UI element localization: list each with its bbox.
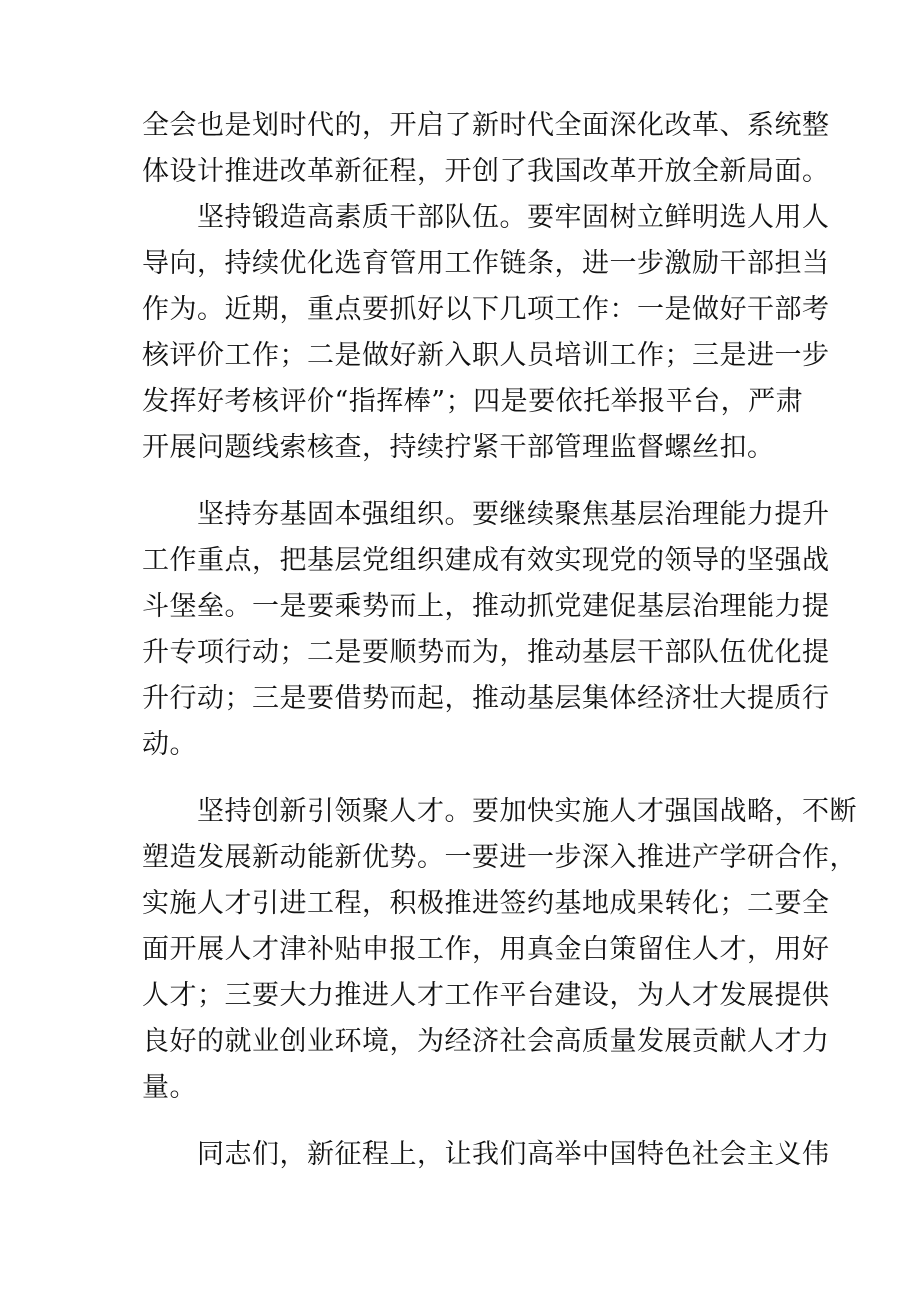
- paragraph-gap: [142, 1111, 782, 1132]
- paragraph: [142, 1132, 830, 1178]
- text-line: 工作重点，把基层党组织建成有效实现党的领导的坚强战: [142, 545, 830, 576]
- text-line: 全会也是划时代的，开启了新时代全面深化改革、系统整: [142, 110, 830, 141]
- paragraph: [142, 195, 830, 471]
- text-line: 塑造发展新动能新优势。一要进一步深入推进产学研合作，: [142, 842, 857, 873]
- text-line: 坚持夯基固本强组织。要继续聚焦基层治理能力提升: [142, 499, 830, 530]
- text-line: 开展问题线索核查，持续拧紧干部管理监督螺丝扣。: [142, 432, 775, 463]
- text-line: 升行动；三是要借势而起，推动基层集体经济壮大提质行: [142, 683, 830, 714]
- text-line: 坚持创新引领聚人才。要加快实施人才强国战略，不断: [142, 796, 857, 827]
- paragraph: [142, 492, 830, 768]
- text-line: 发挥好考核评价“指挥棒”；四是要依托举报平台，严肃: [142, 386, 804, 417]
- text-line: 人才；三要大力推进人才工作平台建设，为人才发展提供: [142, 980, 830, 1011]
- text-line: 量。: [142, 1072, 197, 1103]
- text-line: 动。: [142, 729, 197, 760]
- text-line: 面开展人才津补贴申报工作，用真金白策留住人才，用好: [142, 934, 830, 965]
- text-line: 作为。近期，重点要抓好以下几项工作：一是做好干部考: [142, 294, 830, 325]
- document-body: [142, 103, 857, 1178]
- text-line: 实施人才引进工程，积极推进签约基地成果转化；二要全: [142, 888, 830, 919]
- text-line: 升专项行动；二是要顺势而为，推动基层干部队伍优化提: [142, 637, 830, 668]
- text-line: 良好的就业创业环境，为经济社会高质量发展贡献人才力: [142, 1026, 830, 1057]
- text-line: 导向，持续优化选育管用工作链条，进一步激励干部担当: [142, 248, 830, 279]
- text-line: 斗堡垒。一是要乘势而上，推动抓党建促基层治理能力提: [142, 591, 830, 622]
- text-line: 核评价工作；二是做好新入职人员培训工作；三是进一步: [142, 340, 830, 371]
- text-line: 同志们，新征程上，让我们高举中国特色社会主义伟: [142, 1139, 830, 1170]
- text-line: 坚持锻造高素质干部队伍。要牢固树立鲜明选人用人: [142, 202, 830, 233]
- paragraph: [142, 103, 830, 195]
- paragraph-gap: [142, 768, 782, 789]
- paragraph-gap: [142, 471, 782, 492]
- text-line: 体设计推进改革新征程，开创了我国改革开放全新局面。: [142, 156, 830, 187]
- paragraph: [142, 789, 857, 1111]
